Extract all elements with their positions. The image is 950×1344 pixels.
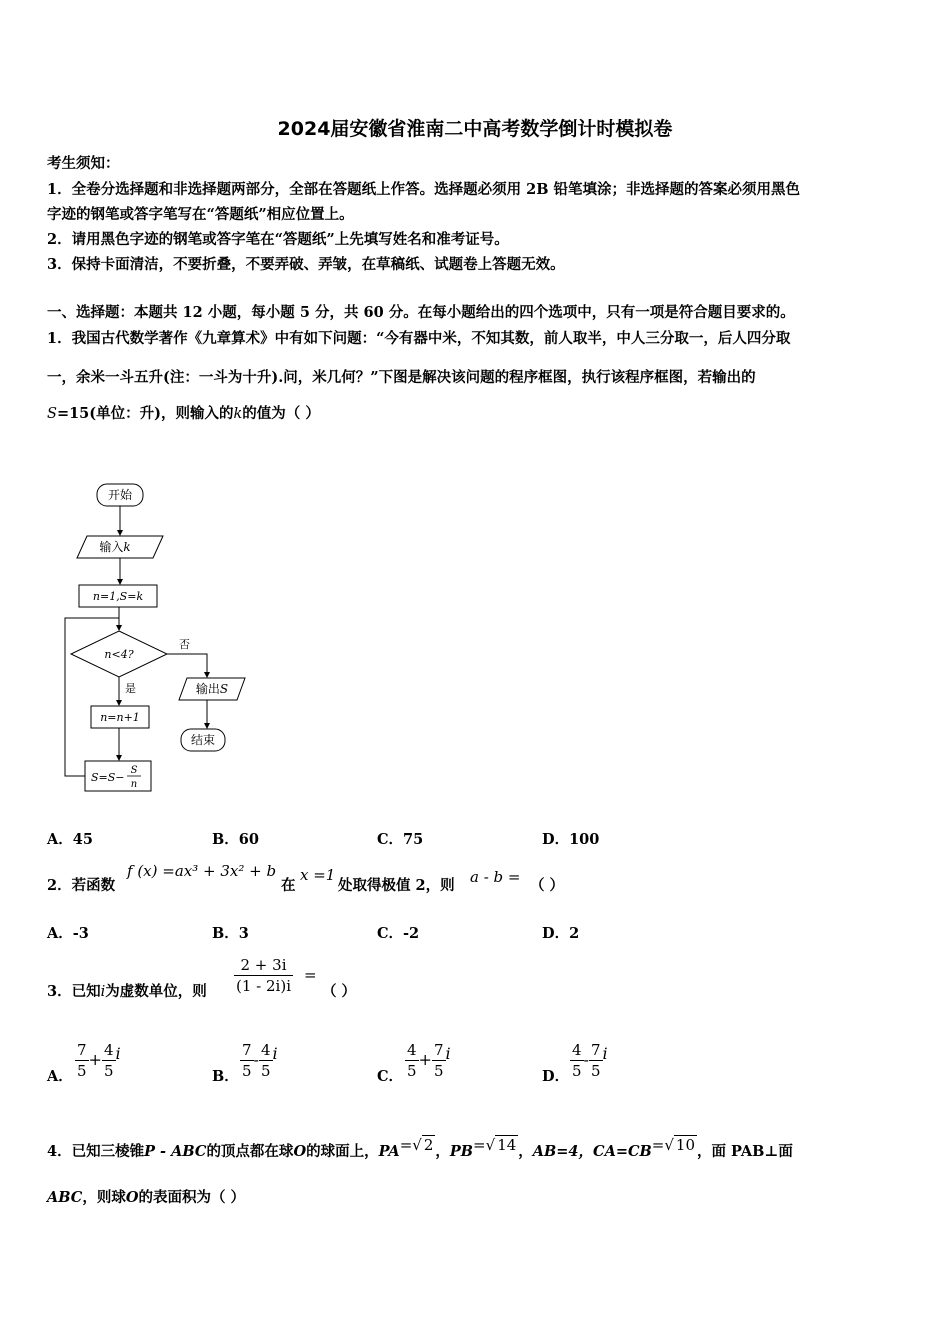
q3-option-c-label[interactable]: C． xyxy=(377,1068,404,1085)
q2-pre: 2．若函数 xyxy=(47,877,116,894)
q3-end: （ ） xyxy=(322,983,357,1000)
q3-option-c[interactable]: $\frac{4}{5}$ + $\frac{7}{5}$ i xyxy=(407,1041,451,1080)
q3-option-b-label[interactable]: B． xyxy=(212,1068,239,1085)
q1-line-1: 1．我国古代数学著作《九章算术》中有如下问题：“今有器中米，不知其数，前人取半，中人三分取一，后人四分取 xyxy=(47,330,791,347)
q1-option-b[interactable]: B．60 xyxy=(212,831,259,848)
q1-option-d[interactable]: D．100 xyxy=(542,831,600,848)
q3-fraction: $\frac{2 + 3i}{(1 - 2i)i}$ xyxy=(236,956,291,995)
q1-line-2: 一，余米一斗五升(注：一斗为十升).问，米几何？”下图是解决该问题的程序框图，执行该程序框图，若输出的 xyxy=(47,369,756,386)
notice-line-2: 2．请用黑色字迹的钢笔或答字笔在“答题纸”上先填写姓名和准考证号。 xyxy=(47,231,509,248)
flow-no-label: 否 xyxy=(179,638,190,651)
flow-update-num: S xyxy=(130,765,138,776)
q1-option-c[interactable]: C．75 xyxy=(377,831,424,848)
flow-init-label: n=1,S=k xyxy=(92,590,144,603)
flow-update-den: n xyxy=(130,779,138,790)
notice-line-1: 1．全卷分选择题和非选择题两部分，全部在答题纸上作答。选择题必须用 2B 铅笔填涂；非选择题的答案必须用黑色 xyxy=(47,181,801,198)
q3-option-a-label[interactable]: A． xyxy=(47,1068,73,1085)
q2-post: 处取得极值 2，则 xyxy=(338,877,455,894)
q3-option-a[interactable]: $\frac{7}{5}$ + $\frac{4}{5}$ i xyxy=(77,1041,121,1080)
notice-heading: 考生须知： xyxy=(47,155,120,172)
flow-inc-label: n=n+1 xyxy=(100,711,140,724)
section-heading: 一、选择题：本题共 12 小题，每小题 5 分，共 60 分。在每小题给出的四个选项中，只有一项是符合题目要求的。 xyxy=(47,304,795,321)
flow-output-label: 输出S xyxy=(195,682,229,696)
flow-input-label: 输入k xyxy=(99,540,131,554)
flow-yes-label: 是 xyxy=(125,682,136,695)
q2-option-c[interactable]: C．-2 xyxy=(377,925,420,942)
q2-mid: 在 xyxy=(281,877,296,894)
q4-line-2: ABC，则球O的表面积为（ ） xyxy=(47,1189,246,1206)
q2-end: （ ） xyxy=(530,877,565,894)
flow-cond-label: n<4? xyxy=(104,648,134,661)
q2-at: x =1 xyxy=(300,866,336,884)
flow-end-label: 结束 xyxy=(190,733,216,747)
q3-stem: 3．已知i为虚数单位，则 xyxy=(47,983,207,1000)
page-title: 2024届安徽省淮南二中高考数学倒计时模拟卷 xyxy=(277,118,673,140)
q3-option-d-label[interactable]: D． xyxy=(542,1068,570,1085)
q3-option-d[interactable]: $\frac{4}{5}$ - $\frac{7}{5}$ i xyxy=(572,1041,608,1080)
q3-equals: = xyxy=(304,966,317,984)
q2-function: f (x) =ax³ + 3x² + b xyxy=(127,862,277,880)
q3-option-b[interactable]: $\frac{7}{5}$ - $\frac{4}{5}$ i xyxy=(242,1041,278,1080)
q2-option-a[interactable]: A．-3 xyxy=(47,925,89,942)
q2-option-d[interactable]: D．2 xyxy=(542,925,580,942)
q1-option-a[interactable]: A．45 xyxy=(47,831,93,848)
flow-start-label: 开始 xyxy=(107,488,133,502)
q4-line-1: 4．已知三棱锥P - ABC的顶点都在球O的球面上，PA=√ 2 ，PB=√ 14 ，AB=4，CA=CB=√ 10 ，面 PAB⊥面 xyxy=(47,1136,793,1160)
flow-update-lhs: S=S− xyxy=(91,771,125,784)
notice-line-3: 3．保持卡面清洁，不要折叠，不要弄破、弄皱，在草稿纸、试题卷上答题无效。 xyxy=(47,256,565,273)
q1-line-3: S=15(单位：升)，则输入的k的值为（ ） xyxy=(47,405,320,422)
q2-option-b[interactable]: B．3 xyxy=(212,925,249,942)
flowchart xyxy=(55,478,255,798)
notice-line-1b: 字迹的钢笔或答字笔写在“答题纸”相应位置上。 xyxy=(47,206,354,223)
q2-expr: a - b = xyxy=(470,868,521,886)
